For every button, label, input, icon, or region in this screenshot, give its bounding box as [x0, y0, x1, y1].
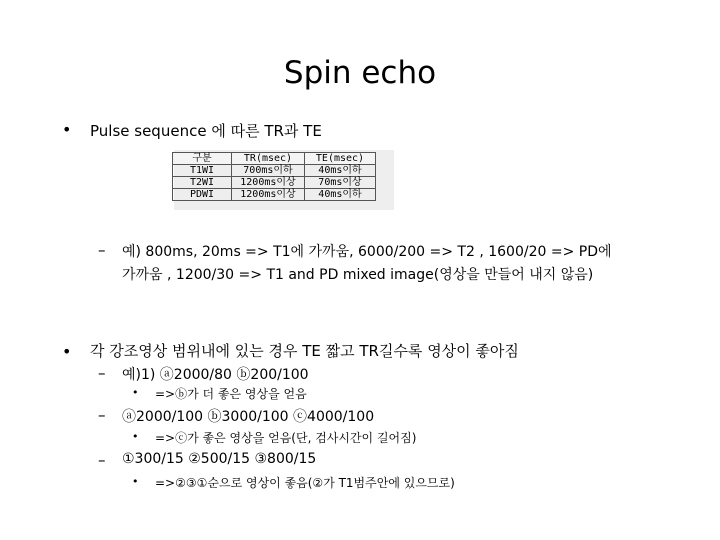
table-cell: T2WI: [173, 177, 232, 189]
list-subitem: =>ⓑ가 더 좋은 영상을 얻음: [155, 387, 307, 401]
list-subitem: =>ⓒ가 좋은 영상을 얻음(단, 검사시간이 길어짐): [155, 431, 417, 445]
table-cell: 1200ms이상: [232, 177, 305, 189]
table-cell: PDWI: [173, 189, 232, 201]
table-cell: 700ms이하: [232, 165, 305, 177]
dash-marker: –: [98, 364, 106, 382]
slide-title: Spin echo: [283, 55, 437, 91]
bullet-marker: •: [62, 342, 72, 361]
dash-marker: –: [98, 406, 106, 424]
section2-heading: 각 강조영상 범위내에 있는 경우 TE 짧고 TR길수록 영상이 좋아짐: [90, 342, 519, 360]
section1-heading: Pulse sequence 에 따른 TR과 TE: [90, 122, 322, 140]
sub-bullet-marker: •: [132, 430, 139, 443]
table-header-row: [173, 153, 376, 165]
table-cell: 40ms이하: [305, 165, 376, 177]
sub-bullet-marker: •: [132, 475, 139, 488]
sub-bullet-marker: •: [132, 386, 139, 399]
bullet-marker: •: [62, 120, 72, 139]
list-subitem: =>②③①순으로 영상이 좋음(②가 T1범주안에 있으므로): [155, 476, 455, 490]
dash-marker: –: [98, 241, 106, 259]
dash-marker: –: [98, 451, 106, 469]
table-row: [173, 165, 376, 177]
table-cell: 70ms이상: [305, 177, 376, 189]
table-row: [173, 189, 376, 201]
table-cell: T1WI: [173, 165, 232, 177]
example-line-1: 예) 800ms, 20ms => T1에 가까움, 6000/200 => T2 , 1600/20 => PD에: [122, 244, 612, 260]
list-item: 예)1) ⓐ2000/80 ⓑ200/100: [122, 367, 309, 383]
list-item: ⓐ2000/100 ⓑ3000/100 ⓒ4000/100: [122, 409, 375, 425]
table-header-cell: TE(msec): [305, 153, 376, 165]
table-header-cell: TR(msec): [232, 153, 305, 165]
list-item: ①300/15 ②500/15 ③800/15: [122, 451, 317, 467]
table-header-cell: 구분: [173, 153, 232, 165]
table-cell: 40ms이하: [305, 189, 376, 201]
example-line-2: 가까움 , 1200/30 => T1 and PD mixed image(영상을 만들어 내지 않음): [122, 267, 594, 283]
tr-te-table: [172, 152, 376, 201]
table-row: [173, 177, 376, 189]
table-cell: 1200ms이상: [232, 189, 305, 201]
